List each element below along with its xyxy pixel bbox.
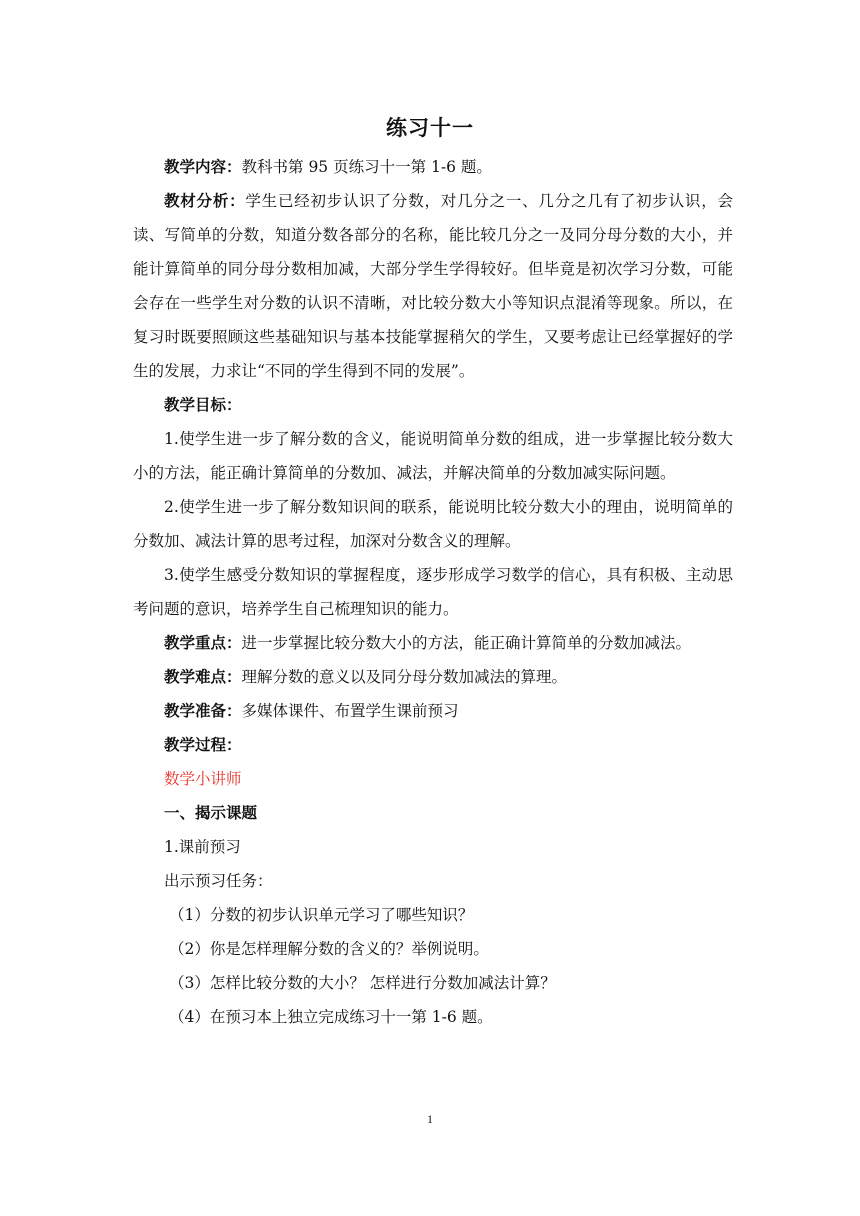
material-analysis-text: 学生已经初步认识了分数，对几分之一、几分之几有了初步认识，会读、写简单的分数，知道分数各部分的名称，能比较几分之一及同分母分数的大小，并能计算简单的同分母分数相加减，大部分学生学得较好。但毕竟是初次学习分数，可能会存在一些学生对分数的认识不清晰，对比较分数大小等知识点混淆等现象。所以，在复习时既要照顾这些基础知识与基本技能掌握稍欠的学生，又要考虑让已经掌握好的学生的发展，力求让“不同的学生得到不同的发展”。 bbox=[133, 192, 733, 380]
key-point-label: 教学重点： bbox=[164, 634, 242, 652]
step-1: 1.课前预习 bbox=[164, 838, 241, 856]
teaching-content-paragraph bbox=[133, 150, 733, 184]
difficulty-text: 理解分数的意义以及同分母分数加减法的算理。 bbox=[241, 668, 568, 686]
task-item-1: （1）分数的初步认识单元学习了哪些知识？ bbox=[169, 906, 474, 924]
teaching-content-text: 教科书第 95 页练习十一第 1-6 题。 bbox=[241, 158, 492, 176]
process-label: 教学过程： bbox=[164, 736, 242, 754]
teaching-goals-heading bbox=[133, 388, 733, 422]
page-title: 练习十一 bbox=[386, 116, 474, 140]
difficulty-paragraph bbox=[133, 660, 733, 694]
difficulty-label: 教学难点： bbox=[164, 668, 242, 686]
section-heading-1: 一、揭示课题 bbox=[164, 804, 258, 822]
task-item-2: （2）你是怎样理解分数的含义的？举例说明。 bbox=[169, 940, 489, 958]
page-number: 1 bbox=[427, 1112, 433, 1126]
material-analysis-label: 教材分析： bbox=[164, 192, 246, 210]
material-analysis-paragraph bbox=[133, 184, 733, 388]
task-item-4: （4）在预习本上独立完成练习十一第 1-6 题。 bbox=[169, 1008, 493, 1026]
process-heading bbox=[133, 728, 733, 762]
goal-item-2: 2.使学生进一步了解分数知识间的联系，能说明比较分数大小的理由，说明简单的分数加、减法计算的思考过程，加深对分数含义的理解。 bbox=[133, 498, 733, 550]
key-point-text: 进一步掌握比较分数大小的方法，能正确计算简单的分数加减法。 bbox=[241, 634, 692, 652]
document-body bbox=[133, 150, 733, 1034]
task-item-3: （3）怎样比较分数的大小？ 怎样进行分数加减法计算？ bbox=[169, 974, 556, 992]
preparation-paragraph bbox=[133, 694, 733, 728]
preparation-text: 多媒体课件、布置学生课前预习 bbox=[241, 702, 459, 720]
key-point-paragraph bbox=[133, 626, 733, 660]
task-intro: 出示预习任务： bbox=[164, 872, 273, 890]
red-note: 数学小讲师 bbox=[164, 770, 242, 788]
teaching-content-label: 教学内容： bbox=[164, 158, 242, 176]
preparation-label: 教学准备： bbox=[164, 702, 242, 720]
teaching-goals-label: 教学目标： bbox=[164, 396, 242, 414]
goal-item-1: 1.使学生进一步了解分数的含义，能说明简单分数的组成，进一步掌握比较分数大小的方法，能正确计算简单的分数加、减法，并解决简单的分数加减实际问题。 bbox=[133, 430, 733, 482]
goal-item-3: 3.使学生感受分数知识的掌握程度，逐步形成学习数学的信心，具有积极、主动思考问题的意识，培养学生自己梳理知识的能力。 bbox=[133, 566, 733, 618]
